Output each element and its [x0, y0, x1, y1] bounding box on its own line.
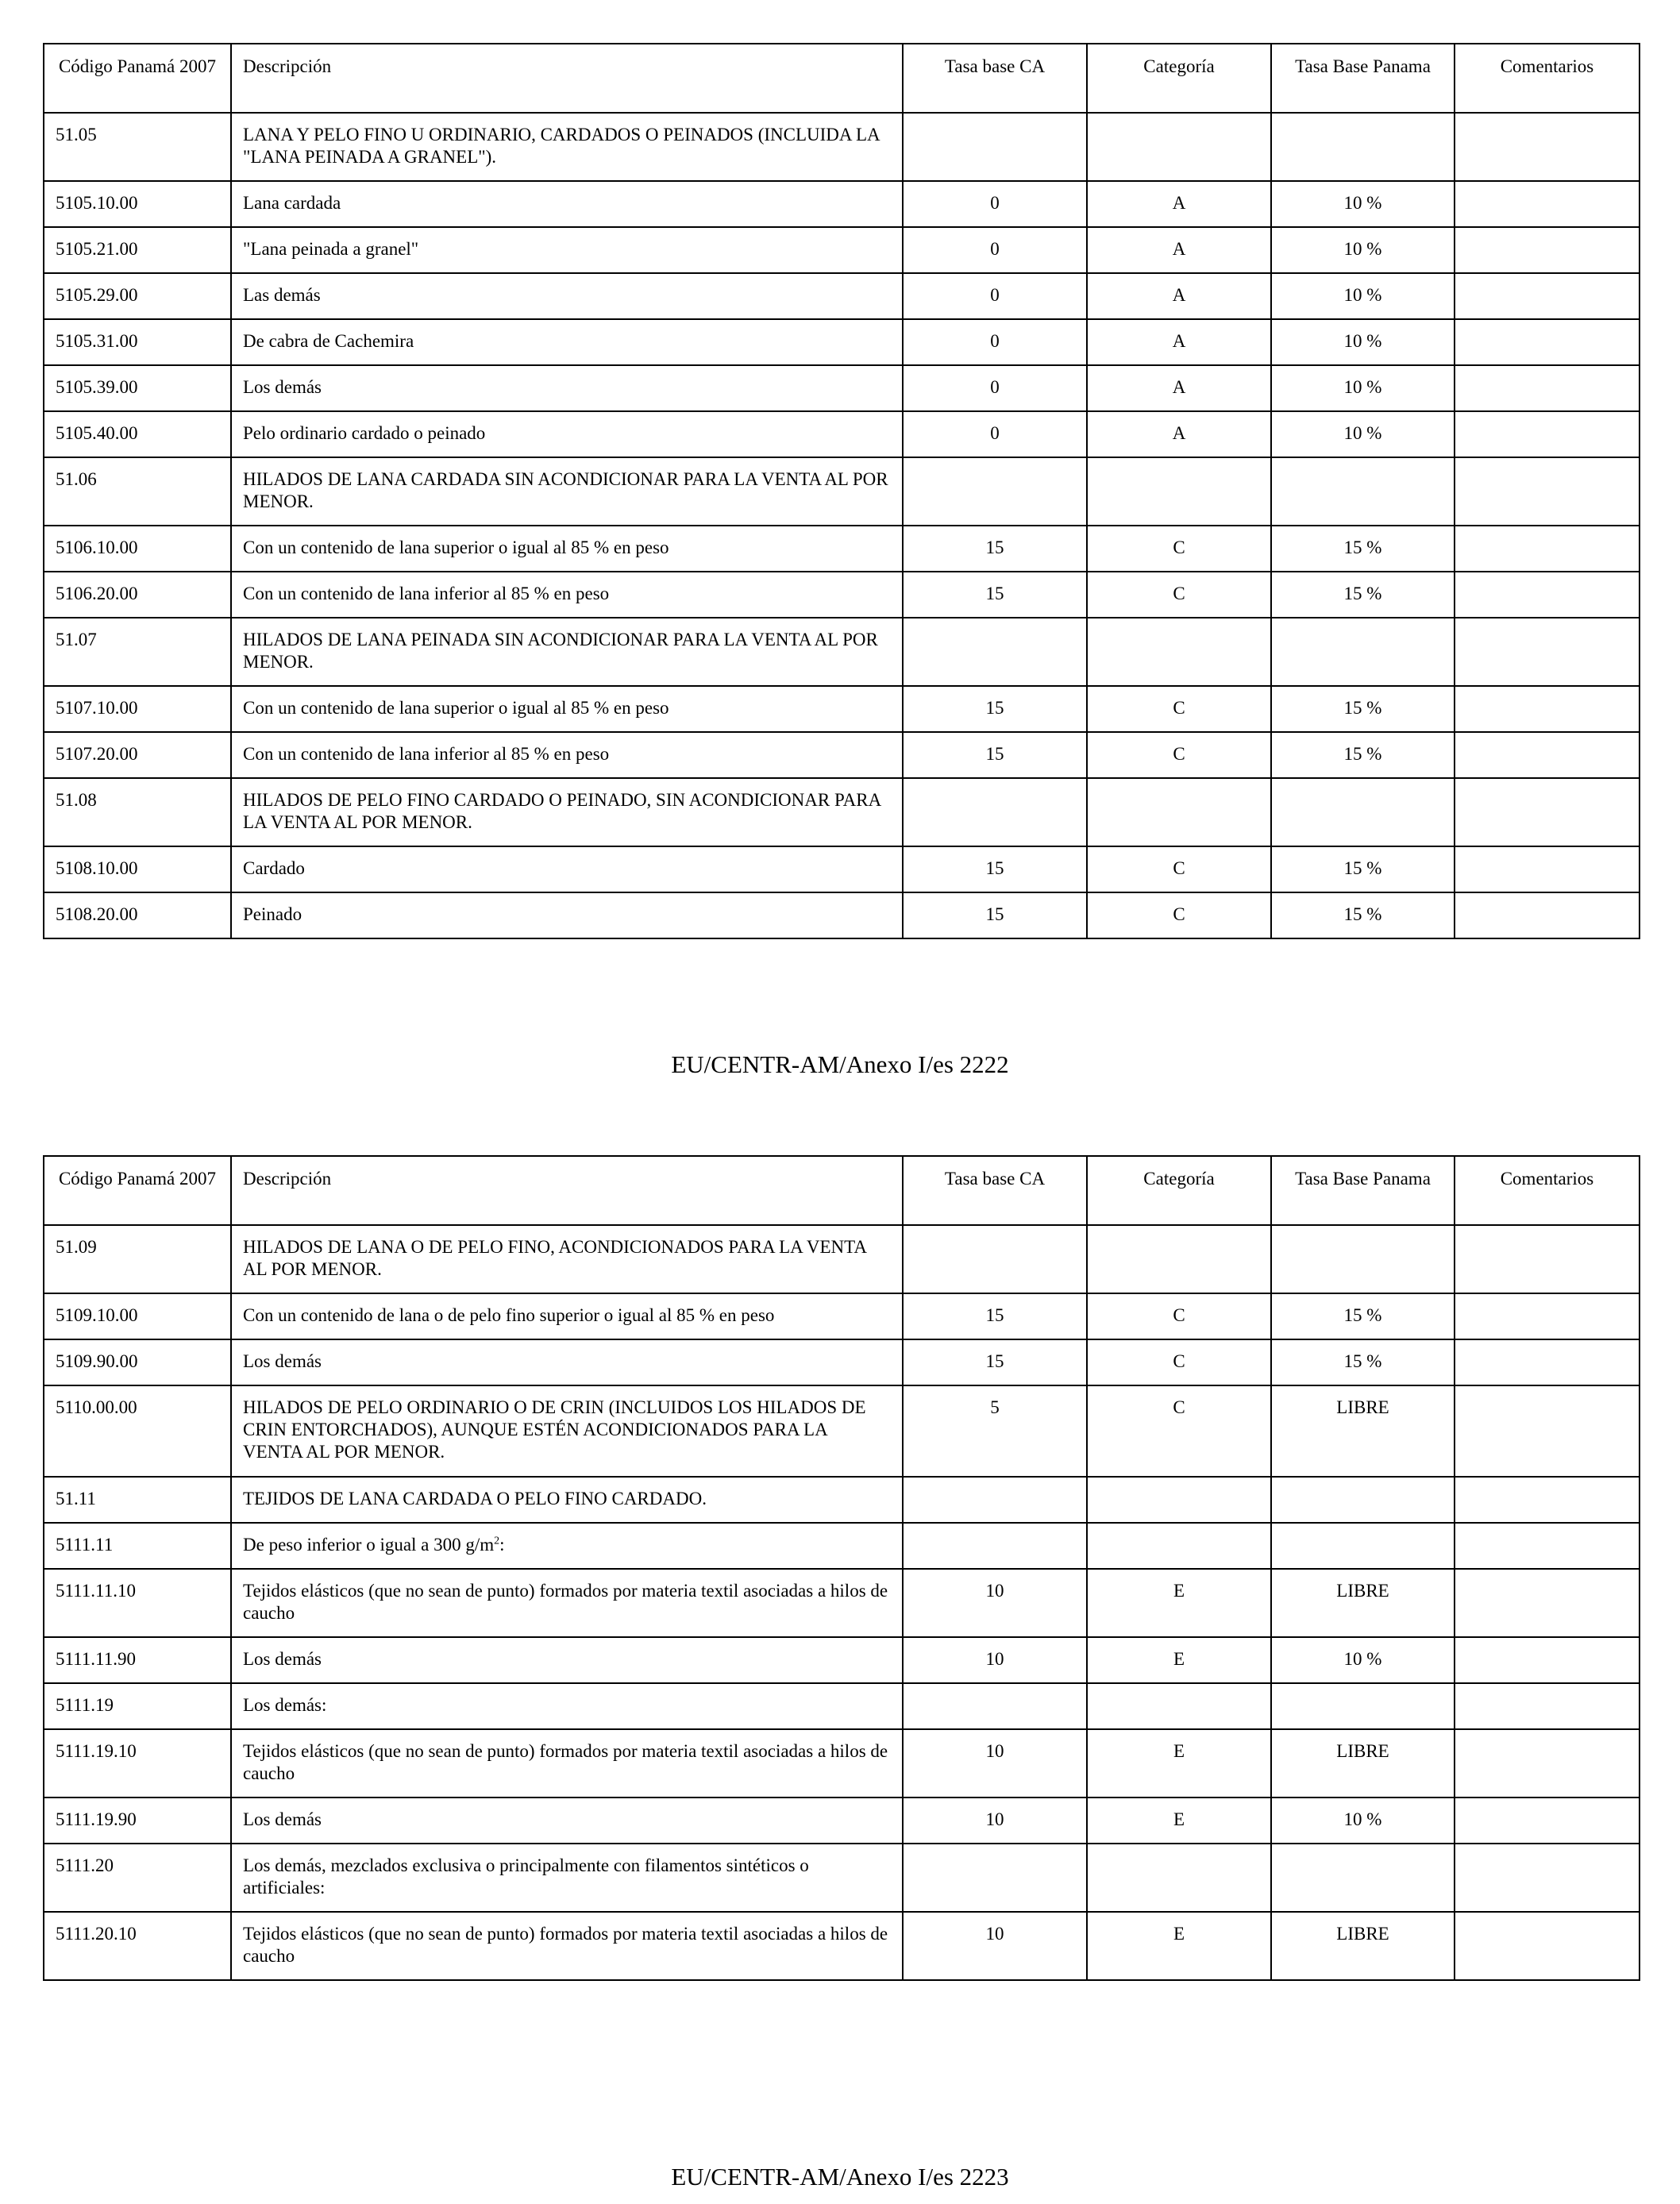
- tariff-table-page-2222: [43, 43, 1640, 939]
- cell-categoria: E: [1087, 1569, 1271, 1637]
- cell-code: 5108.20.00: [44, 892, 231, 938]
- cell-desc: HILADOS DE LANA PEINADA SIN ACONDICIONAR PARA LA VENTA AL POR MENOR.: [231, 618, 903, 686]
- cell-tasa-panama: [1271, 1477, 1455, 1523]
- cell-code: 5111.20.10: [44, 1912, 231, 1980]
- cell-tasa-panama: [1271, 618, 1455, 686]
- cell-code: 5107.20.00: [44, 732, 231, 778]
- cell-tasa-ca: 10: [903, 1637, 1087, 1683]
- header-tasa-base-panama: Tasa Base Panama: [1271, 1156, 1455, 1225]
- cell-desc: "Lana peinada a granel": [231, 227, 903, 273]
- cell-tasa-ca: 0: [903, 411, 1087, 457]
- cell-code: 5107.10.00: [44, 686, 231, 732]
- table-row: [44, 1569, 1640, 1637]
- cell-categoria: C: [1087, 846, 1271, 892]
- cell-code: 5109.10.00: [44, 1293, 231, 1339]
- cell-categoria: C: [1087, 732, 1271, 778]
- cell-categoria: A: [1087, 227, 1271, 273]
- cell-tasa-panama: [1271, 1844, 1455, 1912]
- cell-desc: HILADOS DE PELO ORDINARIO O DE CRIN (INCLUIDOS LOS HILADOS DE CRIN ENTORCHADOS), AUNQUE ESTÉN ACONDICIONADOS PARA LA VENTA AL POR MENOR.: [231, 1385, 903, 1477]
- page-footer-2222: EU/CENTR-AM/Anexo I/es 2222: [671, 1050, 1009, 1078]
- cell-comentarios: [1455, 1385, 1640, 1477]
- table-row: [44, 778, 1640, 846]
- cell-comentarios: [1455, 273, 1640, 319]
- cell-desc: LANA Y PELO FINO U ORDINARIO, CARDADOS O PEINADOS (INCLUIDA LA "LANA PEINADA A GRANEL").: [231, 113, 903, 181]
- cell-tasa-ca: 15: [903, 1339, 1087, 1385]
- table-row: [44, 457, 1640, 526]
- cell-tasa-ca: 15: [903, 572, 1087, 618]
- cell-tasa-panama: 10 %: [1271, 319, 1455, 365]
- table-row: [44, 618, 1640, 686]
- cell-tasa-panama: 10 %: [1271, 1797, 1455, 1844]
- cell-tasa-panama: 10 %: [1271, 273, 1455, 319]
- cell-desc: Los demás: [231, 1797, 903, 1844]
- cell-tasa-ca: [903, 1523, 1087, 1569]
- page-footer-2223: EU/CENTR-AM/Anexo I/es 2223: [671, 2163, 1009, 2191]
- cell-tasa-panama: 10 %: [1271, 411, 1455, 457]
- cell-tasa-panama: LIBRE: [1271, 1729, 1455, 1797]
- cell-tasa-panama: 15 %: [1271, 526, 1455, 572]
- cell-tasa-ca: 10: [903, 1729, 1087, 1797]
- desc-tail: :: [499, 1535, 505, 1555]
- cell-tasa-ca: [903, 113, 1087, 181]
- cell-desc: Las demás: [231, 273, 903, 319]
- cell-tasa-ca: 15: [903, 526, 1087, 572]
- cell-desc: Los demás: [231, 1339, 903, 1385]
- cell-code: 5105.39.00: [44, 365, 231, 411]
- cell-comentarios: [1455, 572, 1640, 618]
- table-row: [44, 526, 1640, 572]
- cell-tasa-ca: 15: [903, 1293, 1087, 1339]
- table-row: [44, 686, 1640, 732]
- cell-code: 5111.19: [44, 1683, 231, 1729]
- cell-tasa-ca: 0: [903, 273, 1087, 319]
- cell-desc: TEJIDOS DE LANA CARDADA O PELO FINO CARDADO.: [231, 1477, 903, 1523]
- cell-tasa-ca: 0: [903, 227, 1087, 273]
- cell-code: 5106.20.00: [44, 572, 231, 618]
- cell-comentarios: [1455, 113, 1640, 181]
- header-categoria: Categoría: [1087, 44, 1271, 113]
- cell-tasa-panama: [1271, 1683, 1455, 1729]
- cell-tasa-ca: [903, 778, 1087, 846]
- cell-tasa-ca: 10: [903, 1569, 1087, 1637]
- cell-categoria: [1087, 1477, 1271, 1523]
- table-row: [44, 1912, 1640, 1980]
- cell-categoria: C: [1087, 572, 1271, 618]
- cell-code: 5105.21.00: [44, 227, 231, 273]
- cell-tasa-panama: 15 %: [1271, 686, 1455, 732]
- cell-comentarios: [1455, 1797, 1640, 1844]
- cell-tasa-panama: 10 %: [1271, 181, 1455, 227]
- cell-comentarios: [1455, 778, 1640, 846]
- cell-desc: Pelo ordinario cardado o peinado: [231, 411, 903, 457]
- header-codigo: Código Panamá 2007: [44, 44, 231, 113]
- cell-code: 51.07: [44, 618, 231, 686]
- cell-desc: Tejidos elásticos (que no sean de punto) formados por materia textil asociadas a hilos de caucho: [231, 1569, 903, 1637]
- cell-desc: HILADOS DE PELO FINO CARDADO O PEINADO, SIN ACONDICIONAR PARA LA VENTA AL POR MENOR.: [231, 778, 903, 846]
- cell-categoria: [1087, 113, 1271, 181]
- cell-tasa-ca: [903, 1844, 1087, 1912]
- table-header-row: [44, 1156, 1640, 1225]
- table-row: [44, 113, 1640, 181]
- cell-tasa-panama: LIBRE: [1271, 1385, 1455, 1477]
- header-descripcion: Descripción: [231, 1156, 903, 1225]
- cell-comentarios: [1455, 181, 1640, 227]
- cell-categoria: C: [1087, 1293, 1271, 1339]
- cell-tasa-ca: [903, 1225, 1087, 1293]
- cell-tasa-panama: 15 %: [1271, 846, 1455, 892]
- cell-code: 5105.40.00: [44, 411, 231, 457]
- table-row: [44, 846, 1640, 892]
- cell-comentarios: [1455, 227, 1640, 273]
- cell-comentarios: [1455, 1523, 1640, 1569]
- cell-comentarios: [1455, 1683, 1640, 1729]
- cell-desc: Los demás: [231, 1637, 903, 1683]
- cell-categoria: E: [1087, 1797, 1271, 1844]
- cell-categoria: A: [1087, 181, 1271, 227]
- cell-code: 5109.90.00: [44, 1339, 231, 1385]
- cell-code: 5111.19.90: [44, 1797, 231, 1844]
- cell-code: 5108.10.00: [44, 846, 231, 892]
- cell-categoria: A: [1087, 411, 1271, 457]
- cell-desc: Tejidos elásticos (que no sean de punto) formados por materia textil asociadas a hilos de caucho: [231, 1729, 903, 1797]
- cell-tasa-panama: 15 %: [1271, 1293, 1455, 1339]
- cell-comentarios: [1455, 732, 1640, 778]
- cell-comentarios: [1455, 1844, 1640, 1912]
- table-row: [44, 1477, 1640, 1523]
- tariff-table-page-2223: [43, 1155, 1640, 1981]
- cell-tasa-panama: 15 %: [1271, 572, 1455, 618]
- cell-categoria: A: [1087, 319, 1271, 365]
- cell-categoria: [1087, 778, 1271, 846]
- table-row: [44, 181, 1640, 227]
- table-row: [44, 892, 1640, 938]
- cell-comentarios: [1455, 1569, 1640, 1637]
- cell-categoria: E: [1087, 1912, 1271, 1980]
- cell-desc: Los demás, mezclados exclusiva o principalmente con filamentos sintéticos o artificiales:: [231, 1844, 903, 1912]
- cell-code: 5111.11.10: [44, 1569, 231, 1637]
- cell-code: 51.08: [44, 778, 231, 846]
- cell-tasa-ca: 15: [903, 732, 1087, 778]
- cell-code: 5106.10.00: [44, 526, 231, 572]
- cell-desc: HILADOS DE LANA CARDADA SIN ACONDICIONAR PARA LA VENTA AL POR MENOR.: [231, 457, 903, 526]
- cell-tasa-ca: 10: [903, 1912, 1087, 1980]
- table-row: [44, 1293, 1640, 1339]
- table-row: [44, 227, 1640, 273]
- cell-comentarios: [1455, 1293, 1640, 1339]
- cell-tasa-ca: [903, 618, 1087, 686]
- cell-categoria: C: [1087, 526, 1271, 572]
- cell-tasa-ca: 0: [903, 365, 1087, 411]
- cell-tasa-ca: 5: [903, 1385, 1087, 1477]
- cell-tasa-panama: LIBRE: [1271, 1569, 1455, 1637]
- cell-code: 5111.11: [44, 1523, 231, 1569]
- cell-comentarios: [1455, 1339, 1640, 1385]
- cell-comentarios: [1455, 457, 1640, 526]
- cell-tasa-panama: [1271, 113, 1455, 181]
- cell-categoria: [1087, 457, 1271, 526]
- cell-comentarios: [1455, 1225, 1640, 1293]
- superscript: 2: [494, 1535, 500, 1547]
- cell-code: 5105.29.00: [44, 273, 231, 319]
- table-header-row: [44, 44, 1640, 113]
- table-row: [44, 572, 1640, 618]
- cell-tasa-panama: [1271, 1523, 1455, 1569]
- cell-code: 51.11: [44, 1477, 231, 1523]
- header-tasa-base-ca: Tasa base CA: [903, 44, 1087, 113]
- cell-comentarios: [1455, 319, 1640, 365]
- header-comentarios: Comentarios: [1455, 1156, 1640, 1225]
- cell-comentarios: [1455, 618, 1640, 686]
- cell-categoria: C: [1087, 686, 1271, 732]
- cell-desc: Con un contenido de lana o de pelo fino superior o igual al 85 % en peso: [231, 1293, 903, 1339]
- cell-categoria: [1087, 1523, 1271, 1569]
- cell-comentarios: [1455, 846, 1640, 892]
- header-codigo: Código Panamá 2007: [44, 1156, 231, 1225]
- cell-tasa-panama: 10 %: [1271, 227, 1455, 273]
- cell-desc: Con un contenido de lana inferior al 85 % en peso: [231, 572, 903, 618]
- cell-comentarios: [1455, 1637, 1640, 1683]
- cell-tasa-panama: 15 %: [1271, 732, 1455, 778]
- cell-desc: De cabra de Cachemira: [231, 319, 903, 365]
- cell-comentarios: [1455, 365, 1640, 411]
- cell-comentarios: [1455, 686, 1640, 732]
- desc-text: De peso inferior o igual a 300 g/m: [243, 1535, 495, 1555]
- cell-tasa-panama: [1271, 457, 1455, 526]
- cell-tasa-panama: [1271, 778, 1455, 846]
- cell-desc: Los demás: [231, 365, 903, 411]
- cell-code: 5111.11.90: [44, 1637, 231, 1683]
- cell-categoria: [1087, 618, 1271, 686]
- table-row: [44, 1797, 1640, 1844]
- table-row: [44, 732, 1640, 778]
- cell-desc: Tejidos elásticos (que no sean de punto) formados por materia textil asociadas a hilos de caucho: [231, 1912, 903, 1980]
- table-row: [44, 1523, 1640, 1569]
- header-descripcion: Descripción: [231, 44, 903, 113]
- cell-code: 5111.19.10: [44, 1729, 231, 1797]
- cell-tasa-panama: 15 %: [1271, 892, 1455, 938]
- cell-tasa-ca: 0: [903, 181, 1087, 227]
- cell-categoria: [1087, 1225, 1271, 1293]
- cell-tasa-ca: [903, 1683, 1087, 1729]
- cell-tasa-panama: 15 %: [1271, 1339, 1455, 1385]
- cell-comentarios: [1455, 1912, 1640, 1980]
- table-row: [44, 1339, 1640, 1385]
- cell-tasa-panama: 10 %: [1271, 1637, 1455, 1683]
- table-row: [44, 365, 1640, 411]
- header-comentarios: Comentarios: [1455, 44, 1640, 113]
- cell-categoria: C: [1087, 1385, 1271, 1477]
- cell-desc: Peinado: [231, 892, 903, 938]
- table-row: [44, 273, 1640, 319]
- cell-code: 5111.20: [44, 1844, 231, 1912]
- cell-categoria: A: [1087, 273, 1271, 319]
- cell-categoria: A: [1087, 365, 1271, 411]
- cell-desc: Lana cardada: [231, 181, 903, 227]
- table-row: [44, 1225, 1640, 1293]
- cell-categoria: [1087, 1844, 1271, 1912]
- cell-code: 5105.10.00: [44, 181, 231, 227]
- cell-tasa-panama: 10 %: [1271, 365, 1455, 411]
- table-row: [44, 1844, 1640, 1912]
- cell-desc: Con un contenido de lana inferior al 85 % en peso: [231, 732, 903, 778]
- cell-tasa-panama: [1271, 1225, 1455, 1293]
- cell-desc: Los demás:: [231, 1683, 903, 1729]
- cell-comentarios: [1455, 411, 1640, 457]
- cell-code: 51.06: [44, 457, 231, 526]
- table-row: [44, 319, 1640, 365]
- cell-code: 51.09: [44, 1225, 231, 1293]
- cell-tasa-ca: [903, 457, 1087, 526]
- cell-categoria: [1087, 1683, 1271, 1729]
- table-row: [44, 1385, 1640, 1477]
- header-categoria: Categoría: [1087, 1156, 1271, 1225]
- cell-desc: [231, 1523, 903, 1569]
- cell-categoria: E: [1087, 1637, 1271, 1683]
- cell-tasa-ca: 10: [903, 1797, 1087, 1844]
- cell-tasa-ca: [903, 1477, 1087, 1523]
- header-tasa-base-panama: Tasa Base Panama: [1271, 44, 1455, 113]
- table-row: [44, 411, 1640, 457]
- cell-categoria: E: [1087, 1729, 1271, 1797]
- cell-code: 51.05: [44, 113, 231, 181]
- cell-comentarios: [1455, 526, 1640, 572]
- cell-code: 5105.31.00: [44, 319, 231, 365]
- cell-tasa-ca: 15: [903, 686, 1087, 732]
- cell-code: 5110.00.00: [44, 1385, 231, 1477]
- cell-tasa-ca: 15: [903, 892, 1087, 938]
- cell-categoria: C: [1087, 892, 1271, 938]
- cell-tasa-ca: 15: [903, 846, 1087, 892]
- cell-comentarios: [1455, 892, 1640, 938]
- cell-desc: HILADOS DE LANA O DE PELO FINO, ACONDICIONADOS PARA LA VENTA AL POR MENOR.: [231, 1225, 903, 1293]
- cell-tasa-ca: 0: [903, 319, 1087, 365]
- cell-comentarios: [1455, 1477, 1640, 1523]
- table-row: [44, 1683, 1640, 1729]
- cell-tasa-panama: LIBRE: [1271, 1912, 1455, 1980]
- cell-desc: Con un contenido de lana superior o igual al 85 % en peso: [231, 686, 903, 732]
- table-row: [44, 1637, 1640, 1683]
- table-row: [44, 1729, 1640, 1797]
- cell-comentarios: [1455, 1729, 1640, 1797]
- header-tasa-base-ca: Tasa base CA: [903, 1156, 1087, 1225]
- cell-categoria: C: [1087, 1339, 1271, 1385]
- cell-desc: Con un contenido de lana superior o igual al 85 % en peso: [231, 526, 903, 572]
- cell-desc: Cardado: [231, 846, 903, 892]
